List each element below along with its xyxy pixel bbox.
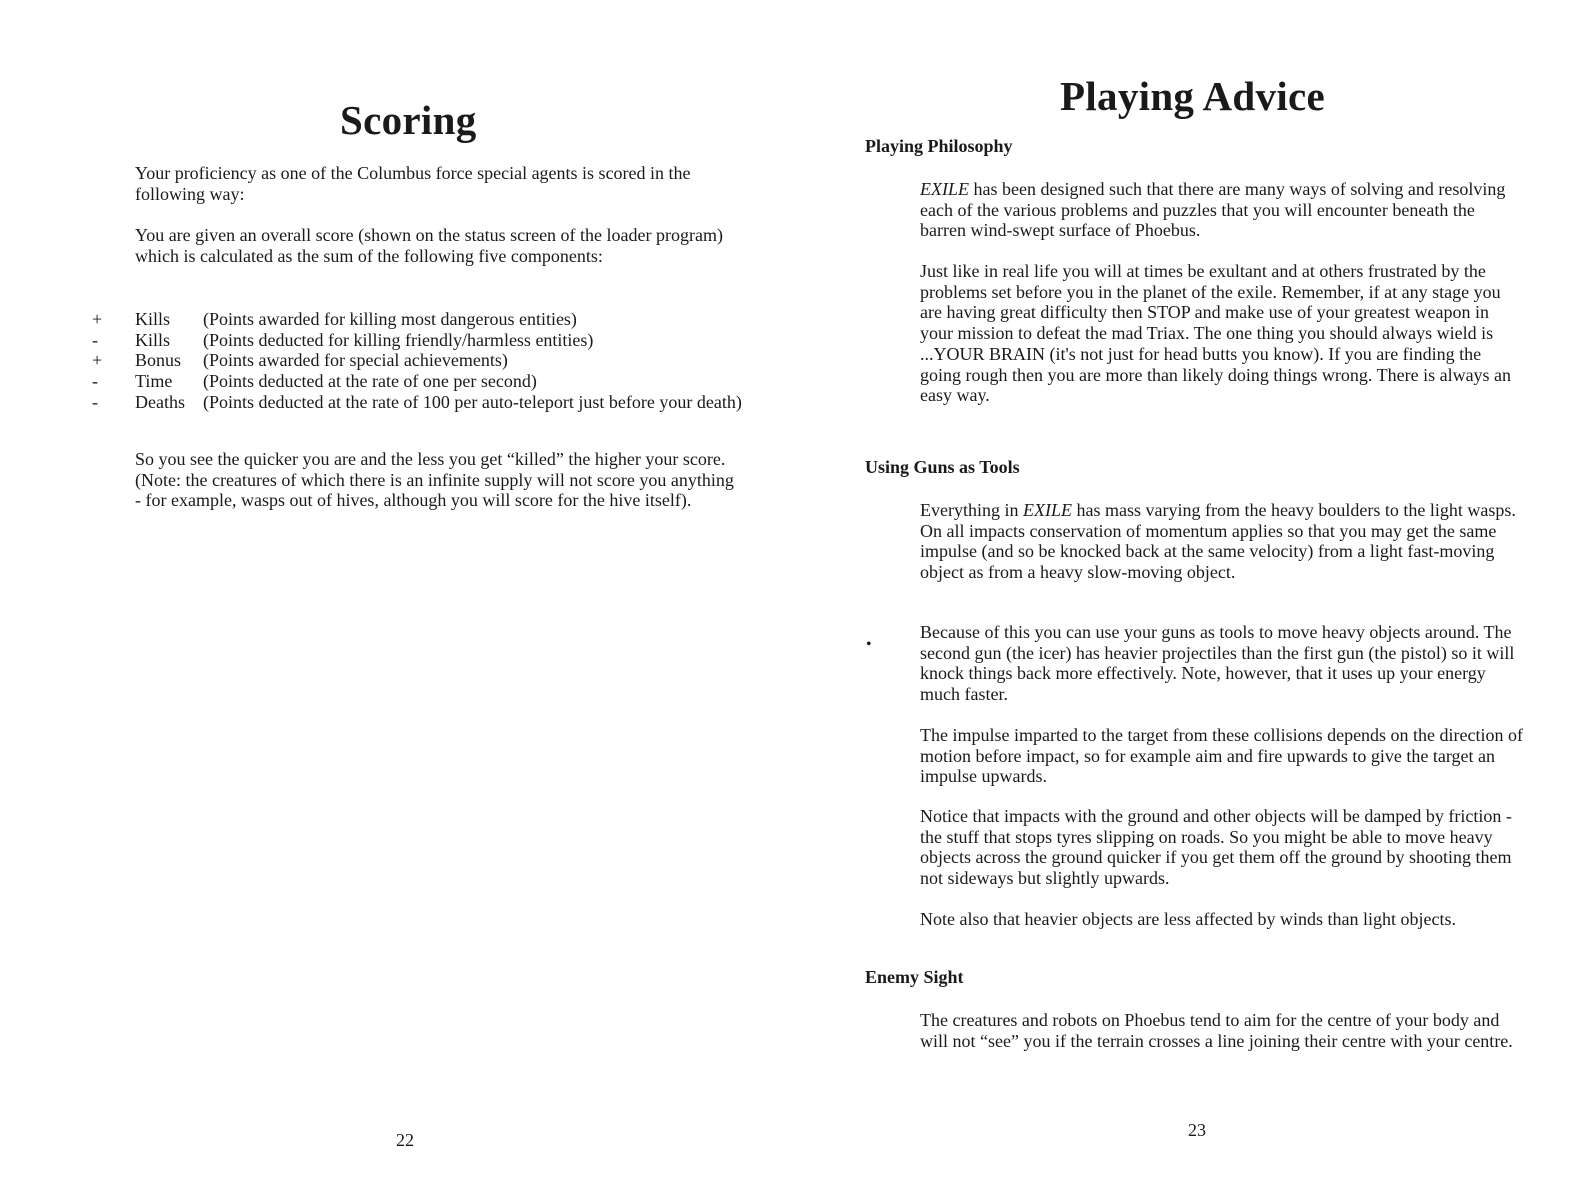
exile-title: EXILE — [920, 179, 969, 199]
score-desc: (Points awarded for special achievements) — [203, 350, 508, 371]
page-number-right: 23 — [1188, 1120, 1206, 1140]
score-desc: (Points awarded for killing most dangerous entities) — [203, 309, 577, 329]
guns-paragraph-2: Because of this you can use your guns as tools to move heavy objects around. The second gun (the icer) has heavier projectiles than the first gun (the pistol) so it will knock things back more effectively. Note, however, that it uses up your energy much faster. — [920, 622, 1515, 705]
scoring-title: Scoring — [340, 97, 477, 143]
stray-mark: • — [866, 636, 872, 653]
playing-advice-title: Playing Advice — [1060, 73, 1326, 119]
page-number-left: 22 — [396, 1130, 414, 1150]
philosophy-paragraph-2: Just like in real life you will at times be exultant and at others frustrated by the problems set before you in the planet of the exile. Remember, if at any stage you are having great difficulty then STOP and make use of your greatest weapon in your mission to defeat the mad Triax. The one thing you should always wield is ...YOUR BRAIN (it's not just for head butts you know). If you are finding the going rough then you are more than likely doing things wrong. There is always an easy way. — [920, 261, 1512, 406]
score-item: Bonus — [135, 350, 182, 371]
heading-using-guns: Using Guns as Tools — [865, 457, 1020, 477]
scoring-intro: Your proficiency as one of the Columbus force special agents is scored in the following way: — [135, 163, 691, 204]
sight-paragraph-1: The creatures and robots on Phoebus tend to aim for the centre of your body and will not “see” you if the terrain crosses a line joining their centre with your centre. — [920, 1010, 1513, 1051]
score-sign: + — [92, 309, 103, 329]
score-item: Time — [135, 371, 173, 392]
score-item: Kills — [135, 329, 171, 350]
score-item: Deaths — [135, 391, 185, 412]
list-item — [92, 330, 752, 351]
list-item — [92, 371, 752, 392]
scoring-conclusion: So you see the quicker you are and the less you get “killed” the higher your score. (Note: the creatures of which there is an infinite supply will not score you anything - for example, wasps out of hives, although you will score for the hive itself). — [135, 449, 734, 511]
score-desc: (Points deducted for killing friendly/harmless entities) — [203, 329, 594, 350]
philosophy-paragraph-1: EXILE has been designed such that there are many ways of solving and resolving each of the various problems and puzzles that you will encounter beneath the barren wind-swept surface of Phoebus. — [920, 179, 1506, 241]
score-sign: - — [92, 391, 98, 412]
score-desc: (Points deducted at the rate of one per second) — [203, 371, 537, 392]
guns-paragraph-4: Notice that impacts with the ground and other objects will be damped by friction - the stuff that stops tyres slipping on roads. So you might be able to move heavy objects across the ground quicker if you get them off the ground by shooting them not sideways but slightly upwards. — [920, 806, 1512, 889]
right-page — [798, 0, 1596, 1200]
guns-paragraph-3: The impulse imparted to the target from these collisions depends on the direction of motion before impact, so for example aim and fire upwards to give the target an impulse upwards. — [920, 725, 1524, 787]
score-item: Kills — [135, 309, 171, 329]
heading-playing-philosophy: Playing Philosophy — [865, 136, 1013, 156]
score-components-list — [92, 309, 752, 413]
heading-enemy-sight: Enemy Sight — [865, 967, 964, 987]
list-item — [92, 392, 752, 413]
score-sign: - — [92, 371, 98, 392]
score-sign: + — [92, 350, 103, 371]
score-sign: - — [92, 329, 98, 350]
exile-title: EXILE — [1022, 500, 1072, 520]
score-desc: (Points deducted at the rate of 100 per auto-teleport just before your death) — [203, 391, 742, 412]
guns-paragraph-1: Everything in EXILE has mass varying from the heavy boulders to the light wasps. On all impacts conservation of momentum applies so that you may get the same impulse (and so be knocked back at the same velocity) from a light fast-moving object as from a heavy slow-moving object. — [920, 500, 1516, 583]
scoring-overall: You are given an overall score (shown on the status screen of the loader program) which is calculated as the sum of the following five components: — [135, 225, 723, 266]
list-item — [92, 350, 752, 371]
guns-paragraph-5: Note also that heavier objects are less affected by winds than light objects. — [920, 909, 1457, 929]
list-item — [92, 309, 752, 330]
